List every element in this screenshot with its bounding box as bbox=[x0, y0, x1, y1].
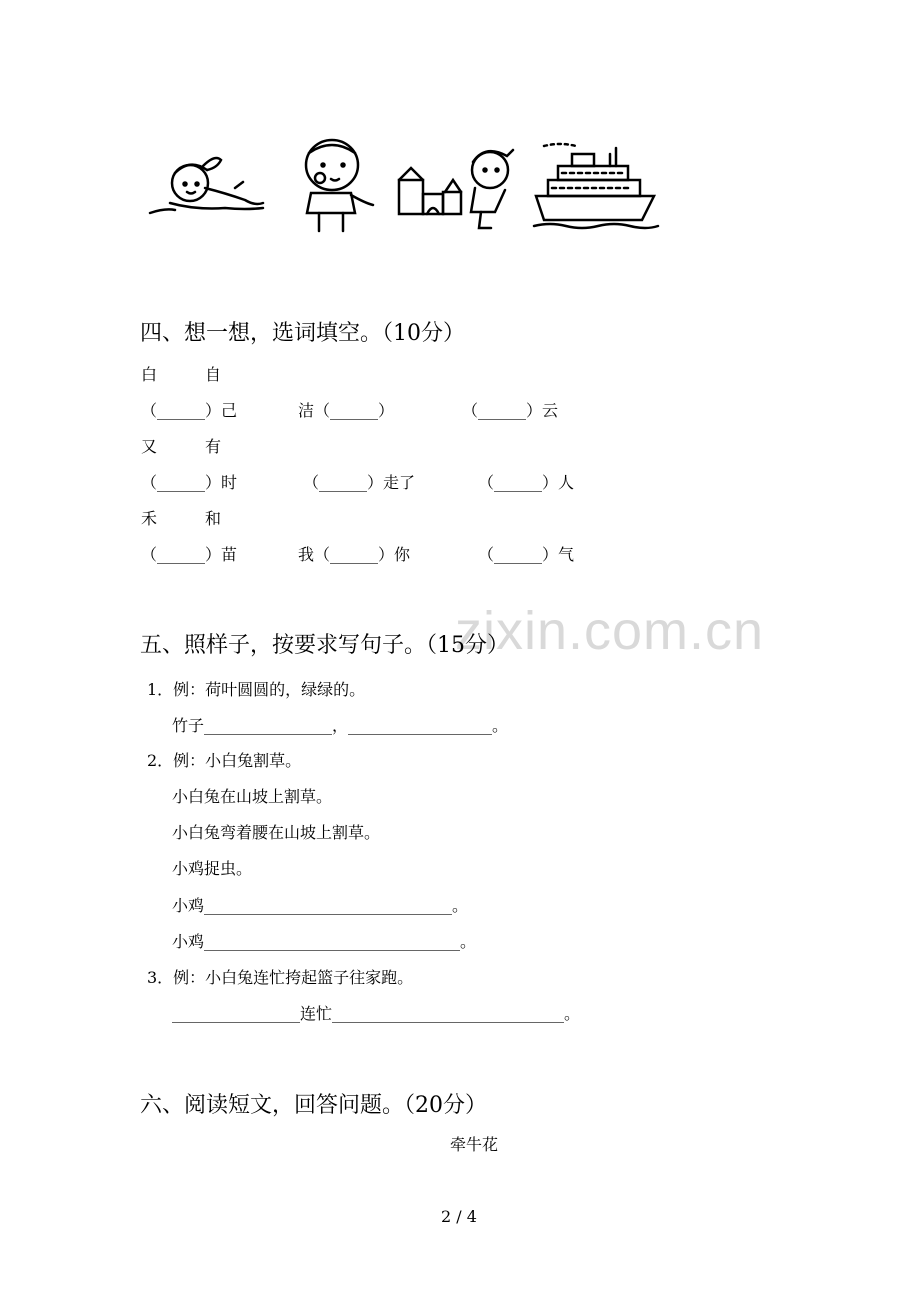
question-3-answer-line: ________________连忙_____________________________。 bbox=[172, 1004, 581, 1023]
question-1-example: 1．例：荷叶圆圆的，绿绿的。 bbox=[147, 680, 366, 699]
blank-item: 洁（______） bbox=[298, 401, 395, 420]
question-2-line: 小鸡捉虫。 bbox=[172, 859, 253, 878]
word-pair-3: 禾 和 bbox=[141, 509, 222, 528]
question-1-answer-line: 竹子________________，__________________。 bbox=[172, 716, 509, 735]
swimming-girl-illustration bbox=[145, 148, 267, 223]
question-2-line: 小白兔弯着腰在山坡上割草。 bbox=[172, 823, 381, 842]
passage-title: 牵牛花 bbox=[450, 1135, 499, 1154]
question-2-example: 2．例：小白兔割草。 bbox=[147, 751, 302, 770]
question-2-line: 小白兔在山坡上割草。 bbox=[172, 787, 333, 806]
blank-item: （______）走了 bbox=[303, 473, 416, 492]
boy-playing-blocks-illustration bbox=[395, 140, 525, 232]
ship-illustration bbox=[530, 140, 660, 232]
section-5-title: 五、照样子，按要求写句子。（15分） bbox=[140, 633, 509, 658]
word-pair-2: 又 有 bbox=[141, 437, 222, 456]
girl-eating-illustration bbox=[285, 133, 380, 233]
section-4-title: 四、想一想，选词填空。（10分） bbox=[140, 321, 465, 346]
blank-item: （______）气 bbox=[478, 545, 575, 564]
watermark: zixin.com.cn bbox=[455, 601, 765, 661]
blank-item: 我（______）你 bbox=[298, 545, 411, 564]
blank-item: （______）己 bbox=[141, 401, 238, 420]
question-3-example: 3．例：小白兔连忙挎起篮子往家跑。 bbox=[147, 968, 414, 987]
blank-item: （______）云 bbox=[462, 401, 559, 420]
blank-item: （______）人 bbox=[478, 473, 575, 492]
question-2-answer-line: 小鸡_______________________________。 bbox=[172, 896, 469, 915]
page-number: 2 / 4 bbox=[441, 1207, 477, 1226]
question-2-answer-line: 小鸡________________________________。 bbox=[172, 932, 477, 951]
section-6-title: 六、阅读短文，回答问题。（20分） bbox=[140, 1093, 487, 1118]
word-pair-1: 白 自 bbox=[141, 365, 222, 384]
blank-item: （______）苗 bbox=[141, 545, 238, 564]
blank-item: （______）时 bbox=[141, 473, 238, 492]
